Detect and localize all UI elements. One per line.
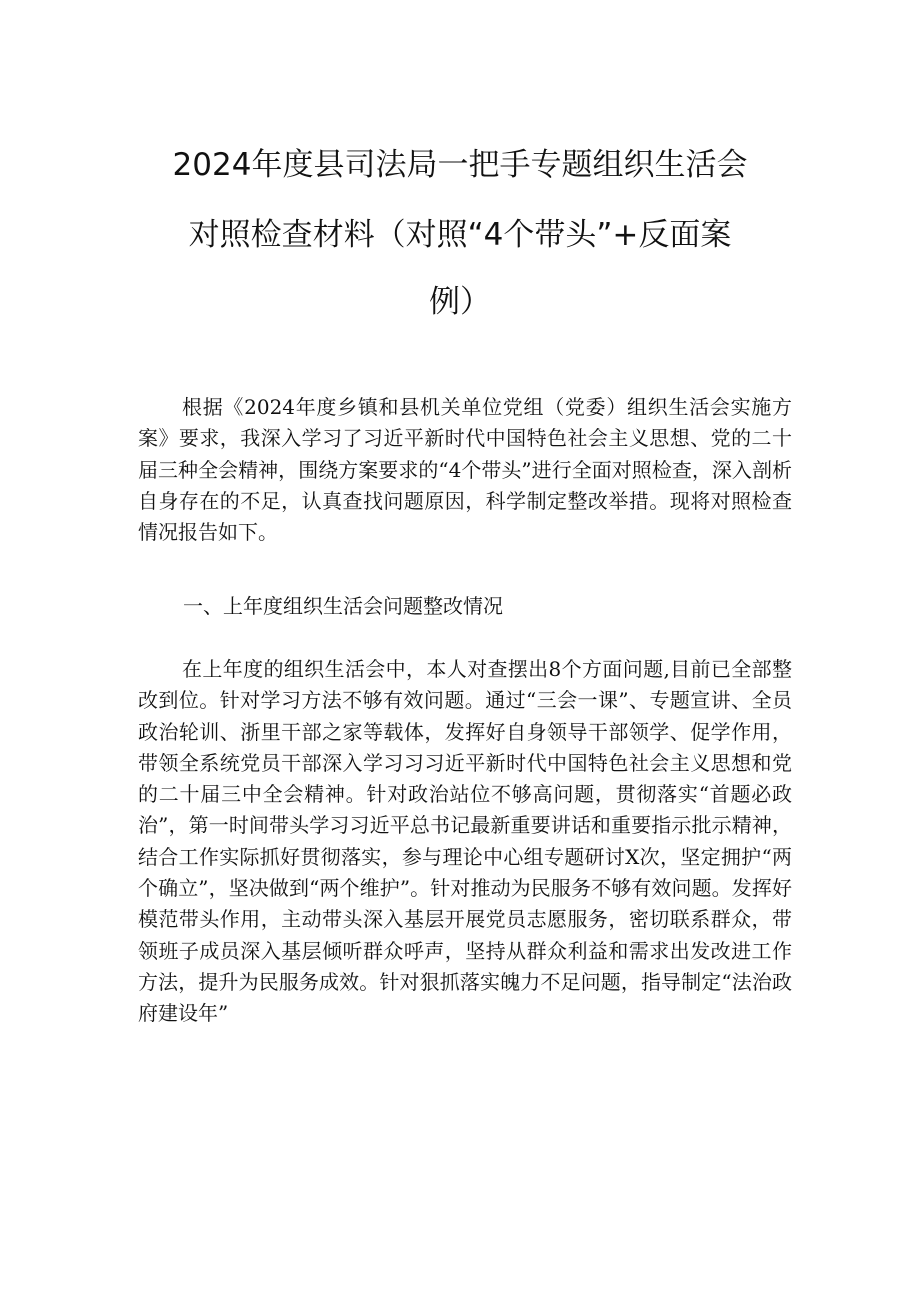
section-heading: 一、上年度组织生活会问题整改情况 [183,594,503,618]
intro-paragraph: 根据《2024年度乡镇和县机关单位党组（党委）组织生活会实施方案》要求，我深入学习了习近平新时代中国特色社会主义思想、党的二十届三种全会精神，围绕方案要求的“4个带头”进行全面对照检查，深入剖析自身存在的不足，认真查找问题原因，科学制定整改举措。现将对照检查情况报告如下。 [138,395,792,545]
title-line-2: 对照检查材料（对照“4个带头”+反面案 [188,217,732,253]
section-paragraph: 在上年度的组织生活会中，本人对查摆出8个方面问题,目前已全部整改到位。针对学习方法不够有效问题。通过“三会一课”、专题宣讲、全员政治轮训、浙里干部之家等载体，发挥好自身领导干部领学、促学作用，带领全系统党员干部深入学习习习近平新时代中国特色社会主义思想和党的二十届三中全会精神。针对政治站位不够高问题，贯彻落实“首题必政治”，第一时间带头学习习近平总书记最新重要讲话和重要指示批示精神，结合工作实际抓好贯彻落实，参与理论中心组专题研讨X次，坚定拥护“两个确立”，坚决做到“两个维护”。针对推动为民服务不够有效问题。发挥好模范带头作用，主动带头深入基层开展党员志愿服务，密切联系群众，带领班子成员深入基层倾听群众呼声，坚持从群众利益和需求出发改进工作方法，提升为民服务成效。针对狠抓落实魄力不足问题，指导制定“法治政府建设年” [138,657,792,1026]
title-line-1: 2024年度县司法局一把手专题组织生活会 [172,147,748,183]
title-line-3: 例） [429,284,491,320]
